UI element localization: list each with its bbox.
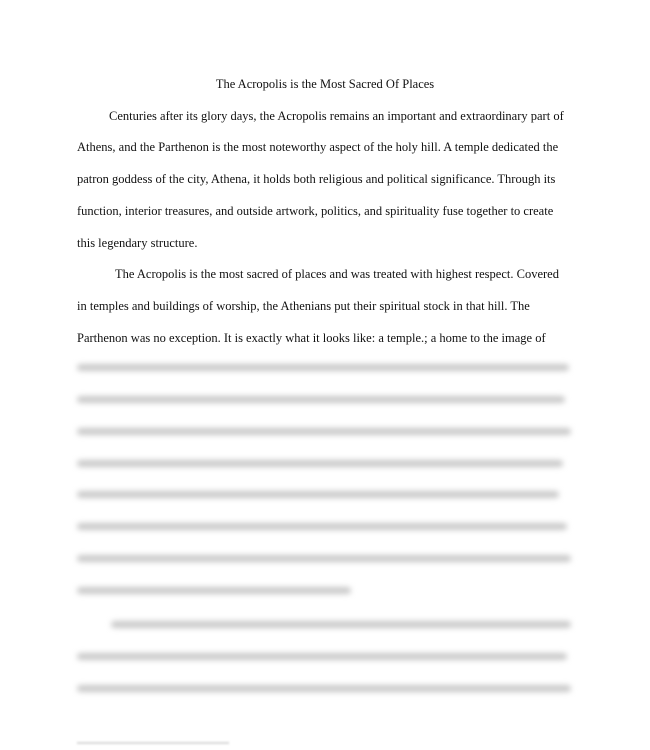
blurred-line bbox=[77, 364, 569, 371]
document-title: The Acropolis is the Most Sacred Of Places bbox=[215, 77, 435, 91]
blurred-line bbox=[77, 587, 351, 594]
blurred-line bbox=[77, 428, 571, 435]
blurred-line bbox=[77, 460, 563, 467]
paragraph-2-line-1: The Acropolis is the most sacred of places and was treated with highest respect. Covered bbox=[115, 267, 559, 281]
blurred-line bbox=[77, 396, 565, 403]
blurred-line bbox=[77, 555, 571, 562]
blurred-line bbox=[77, 523, 567, 530]
blurred-line bbox=[77, 685, 571, 692]
paragraph-1-line-1: Centuries after its glory days, the Acropolis remains an important and extraordinary part of bbox=[109, 109, 564, 123]
paragraph-1-line-3: patron goddess of the city, Athena, it holds both religious and political significance. Through its bbox=[77, 172, 556, 186]
footnote-separator bbox=[77, 742, 229, 744]
paragraph-2-line-3: Parthenon was no exception. It is exactly what it looks like: a temple.; a home to the image of bbox=[77, 331, 546, 345]
paragraph-2-line-2: in temples and buildings of worship, the Athenians put their spiritual stock in that hill. The bbox=[77, 299, 530, 313]
blurred-line bbox=[111, 621, 571, 628]
blurred-line bbox=[77, 491, 559, 498]
paragraph-1-line-2: Athens, and the Parthenon is the most noteworthy aspect of the holy hill. A temple dedicated the bbox=[77, 140, 559, 154]
paragraph-1-line-4: function, interior treasures, and outside artwork, politics, and spirituality fuse together to create bbox=[77, 204, 554, 218]
blurred-line bbox=[77, 653, 567, 660]
paragraph-1-line-5: this legendary structure. bbox=[77, 236, 198, 250]
